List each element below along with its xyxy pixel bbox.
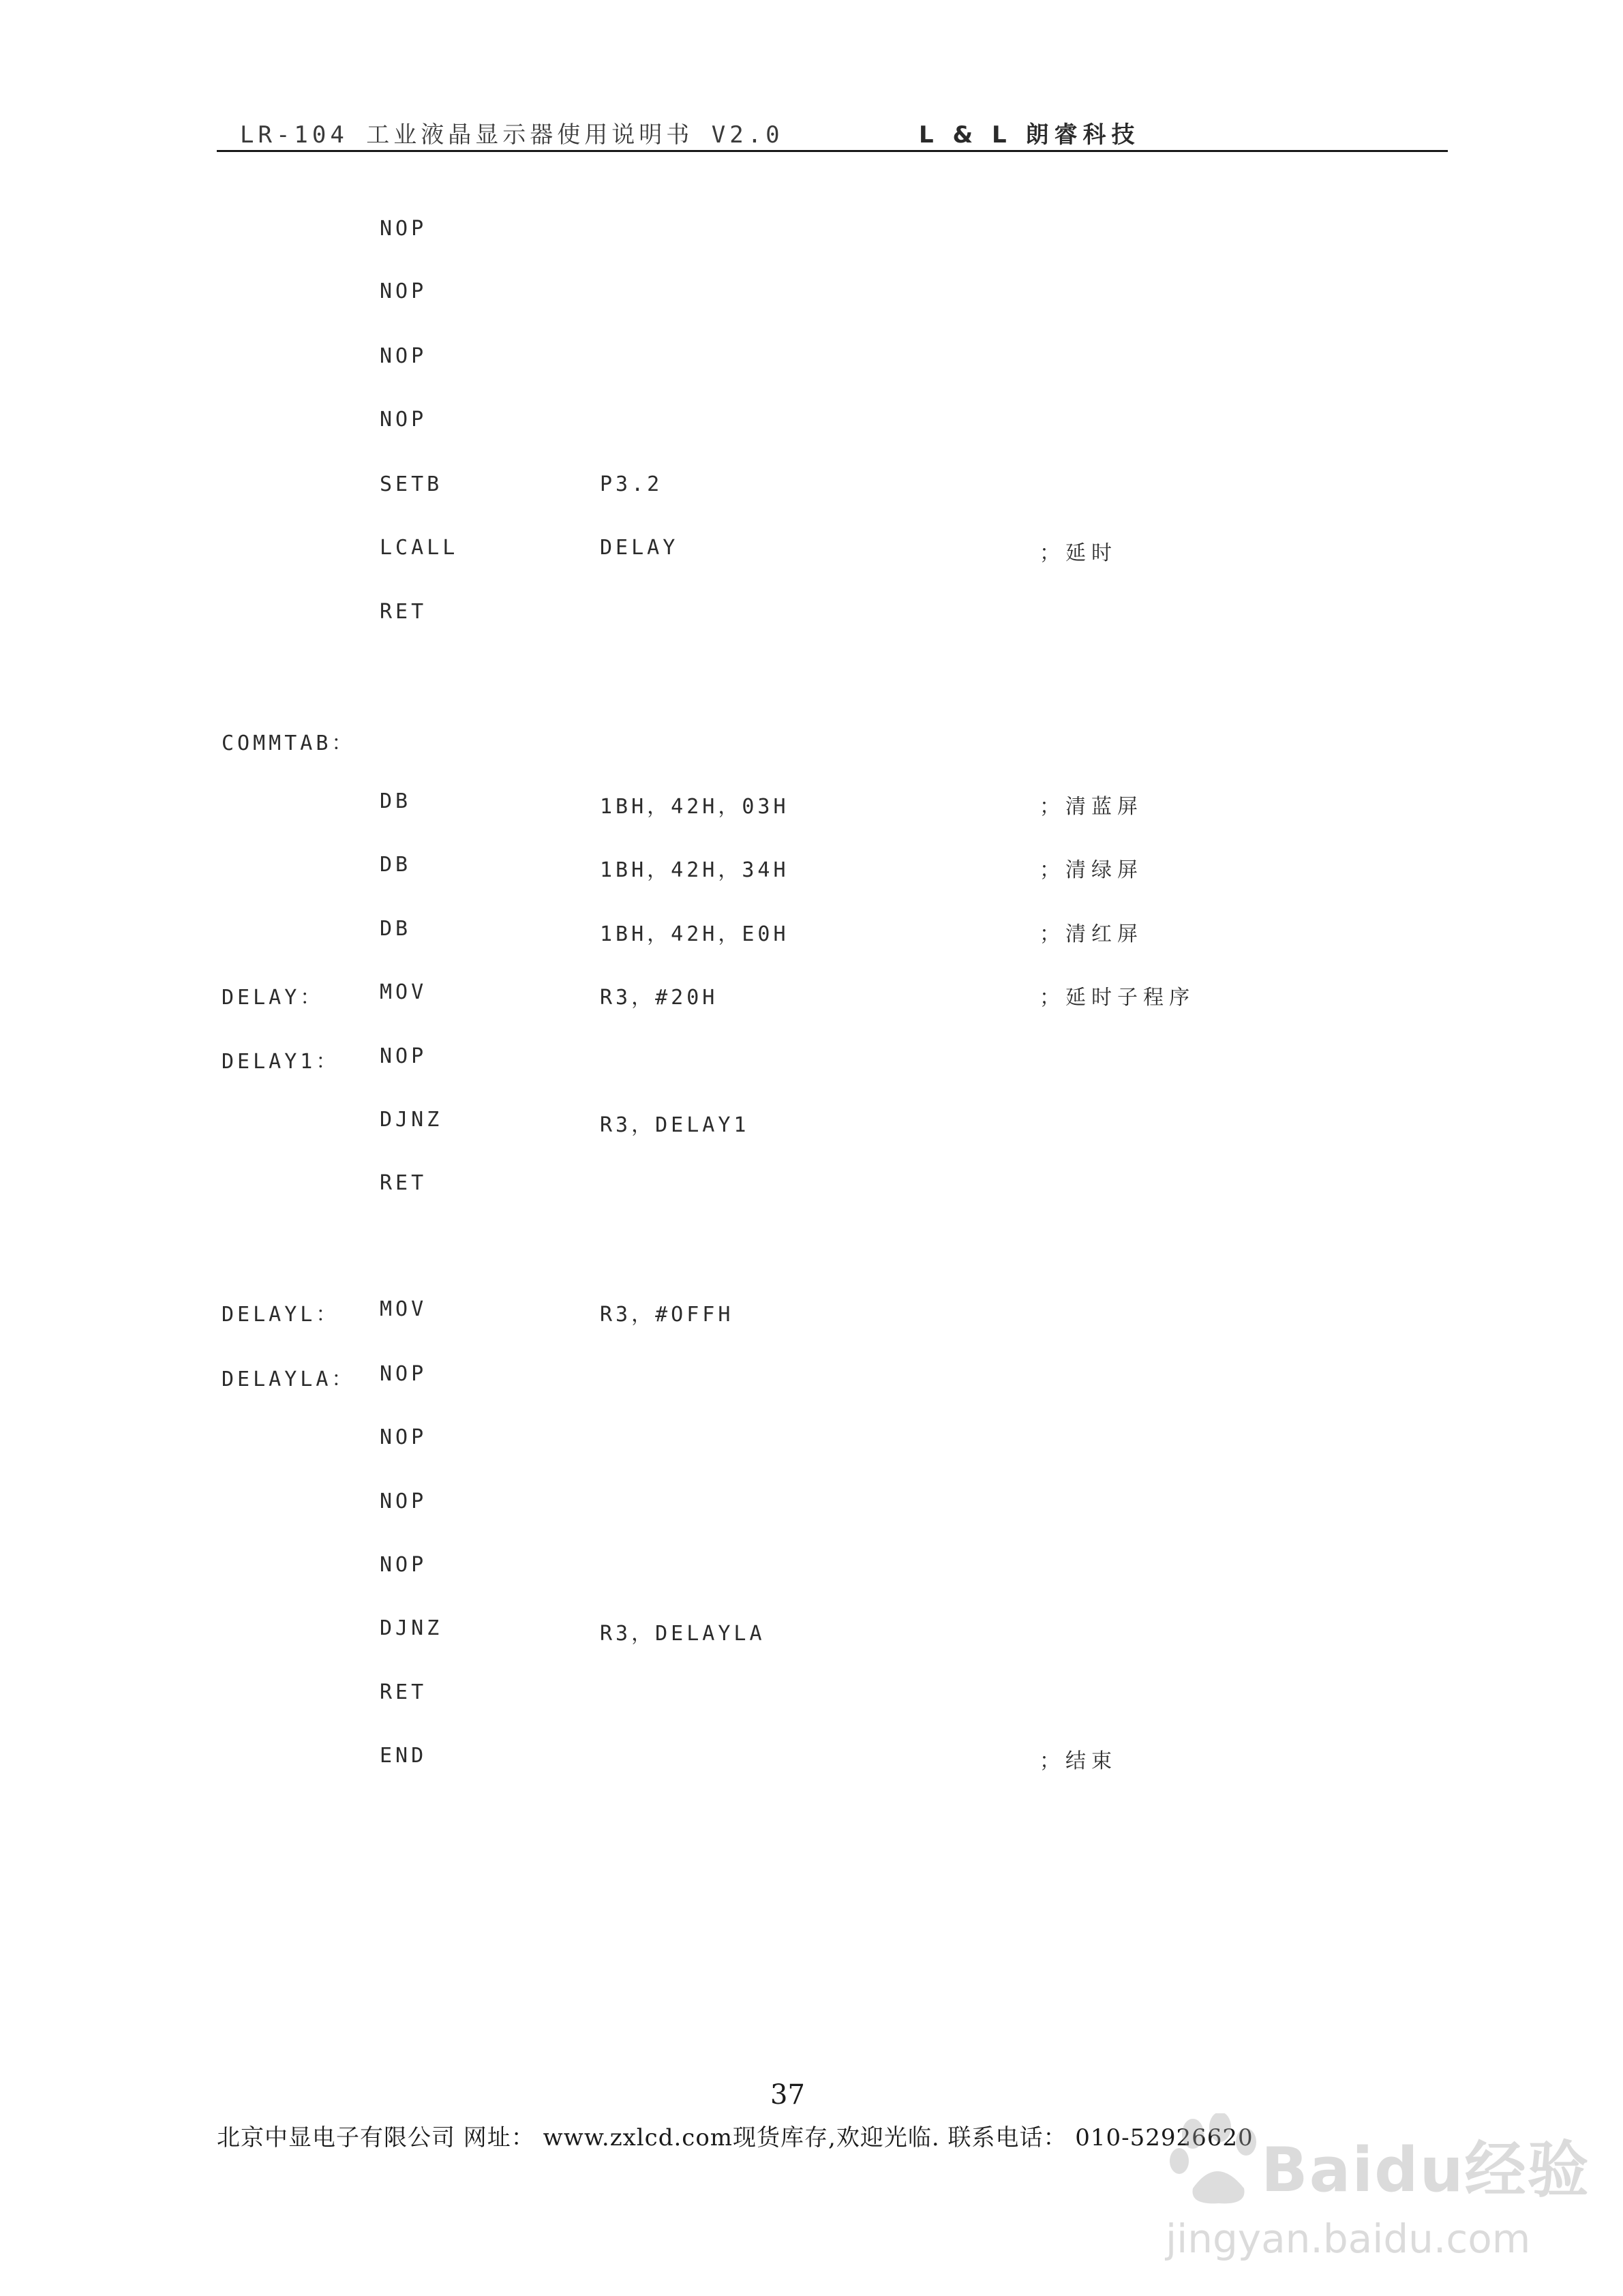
code-line	[0, 1044, 1623, 1078]
code-opcode: NOP	[380, 1490, 427, 1513]
code-opcode: RET	[380, 1680, 427, 1704]
code-comment: ；清绿屏	[1040, 858, 1143, 882]
code-operand: R3，DELAY1	[600, 1113, 750, 1137]
baidu-watermark	[1152, 2106, 1590, 2270]
code-label: DELAYLA：	[222, 1368, 356, 1391]
code-line	[0, 1362, 1623, 1396]
code-line	[0, 280, 1623, 314]
document-title: LR-104 工业液晶显示器使用说明书 V2.0	[240, 121, 784, 149]
code-comment: ；延时子程序	[1040, 986, 1195, 1010]
code-line	[0, 1744, 1623, 1778]
code-label: DELAYL：	[222, 1303, 340, 1327]
code-line	[0, 344, 1623, 378]
watermark-brand: Baidu经验	[1261, 2134, 1590, 2206]
code-label: COMMTAB：	[222, 731, 356, 755]
footer-contact: 北京中显电子有限公司 网址： www.zxlcd.com现货库存,欢迎光临. 联系电话： 010-52926620	[217, 2124, 1254, 2151]
code-opcode: MOV	[380, 980, 427, 1004]
code-opcode: RET	[380, 1171, 427, 1195]
code-line	[0, 1108, 1623, 1142]
paw-logo-icon	[1166, 2113, 1268, 2209]
code-label: DELAY1：	[222, 1050, 340, 1074]
code-opcode: DB	[380, 917, 412, 941]
code-opcode: NOP	[380, 1044, 427, 1068]
code-line	[0, 1680, 1623, 1715]
code-opcode: NOP	[380, 217, 427, 241]
code-line	[0, 536, 1623, 570]
code-opcode: DJNZ	[380, 1616, 443, 1640]
code-line	[0, 1425, 1623, 1460]
code-line	[0, 1553, 1623, 1587]
code-operand: 1BH，42H，E0H	[600, 922, 789, 946]
code-line	[0, 980, 1623, 1014]
page-number: 37	[770, 2079, 805, 2111]
code-label: DELAY：	[222, 986, 324, 1010]
code-opcode: NOP	[380, 1425, 427, 1449]
code-operand: DELAY	[600, 536, 679, 560]
code-line	[0, 917, 1623, 951]
code-line	[0, 1490, 1623, 1524]
code-line	[0, 408, 1623, 442]
code-comment: ；结束	[1040, 1749, 1117, 1773]
code-opcode: SETB	[380, 472, 443, 496]
code-operand: P3.2	[600, 472, 663, 496]
code-opcode: DJNZ	[380, 1108, 443, 1132]
code-opcode: MOV	[380, 1297, 427, 1321]
header-divider	[217, 150, 1448, 152]
code-line	[0, 600, 1623, 634]
code-operand: R3，DELAYLA	[600, 1622, 765, 1646]
code-opcode: DB	[380, 853, 412, 877]
company-name: L & L 朗睿科技	[919, 121, 1140, 149]
code-opcode: LCALL	[380, 536, 459, 560]
code-opcode: NOP	[380, 1362, 427, 1386]
code-comment: ；延时	[1040, 541, 1117, 565]
code-line	[0, 726, 1623, 760]
code-line	[0, 472, 1623, 507]
code-line	[0, 853, 1623, 887]
code-comment: ；清红屏	[1040, 922, 1143, 946]
code-line	[0, 1616, 1623, 1650]
code-line	[0, 217, 1623, 251]
code-opcode: NOP	[380, 344, 427, 368]
code-comment: ；清蓝屏	[1040, 795, 1143, 819]
code-opcode: NOP	[380, 408, 427, 432]
code-line	[0, 789, 1623, 824]
code-opcode: NOP	[380, 280, 427, 303]
code-line	[0, 1171, 1623, 1205]
code-opcode: NOP	[380, 1553, 427, 1577]
code-opcode: END	[380, 1744, 427, 1768]
code-operand: R3，#20H	[600, 986, 718, 1010]
code-opcode: DB	[380, 789, 412, 813]
watermark-url: jingyan.baidu.com	[1166, 2216, 1531, 2262]
code-operand: 1BH，42H，03H	[600, 795, 789, 819]
page-header	[217, 116, 1448, 154]
code-operand: 1BH，42H，34H	[600, 858, 789, 882]
code-line	[0, 1297, 1623, 1331]
code-opcode: RET	[380, 600, 427, 624]
code-operand: R3，#OFFH	[600, 1303, 734, 1327]
